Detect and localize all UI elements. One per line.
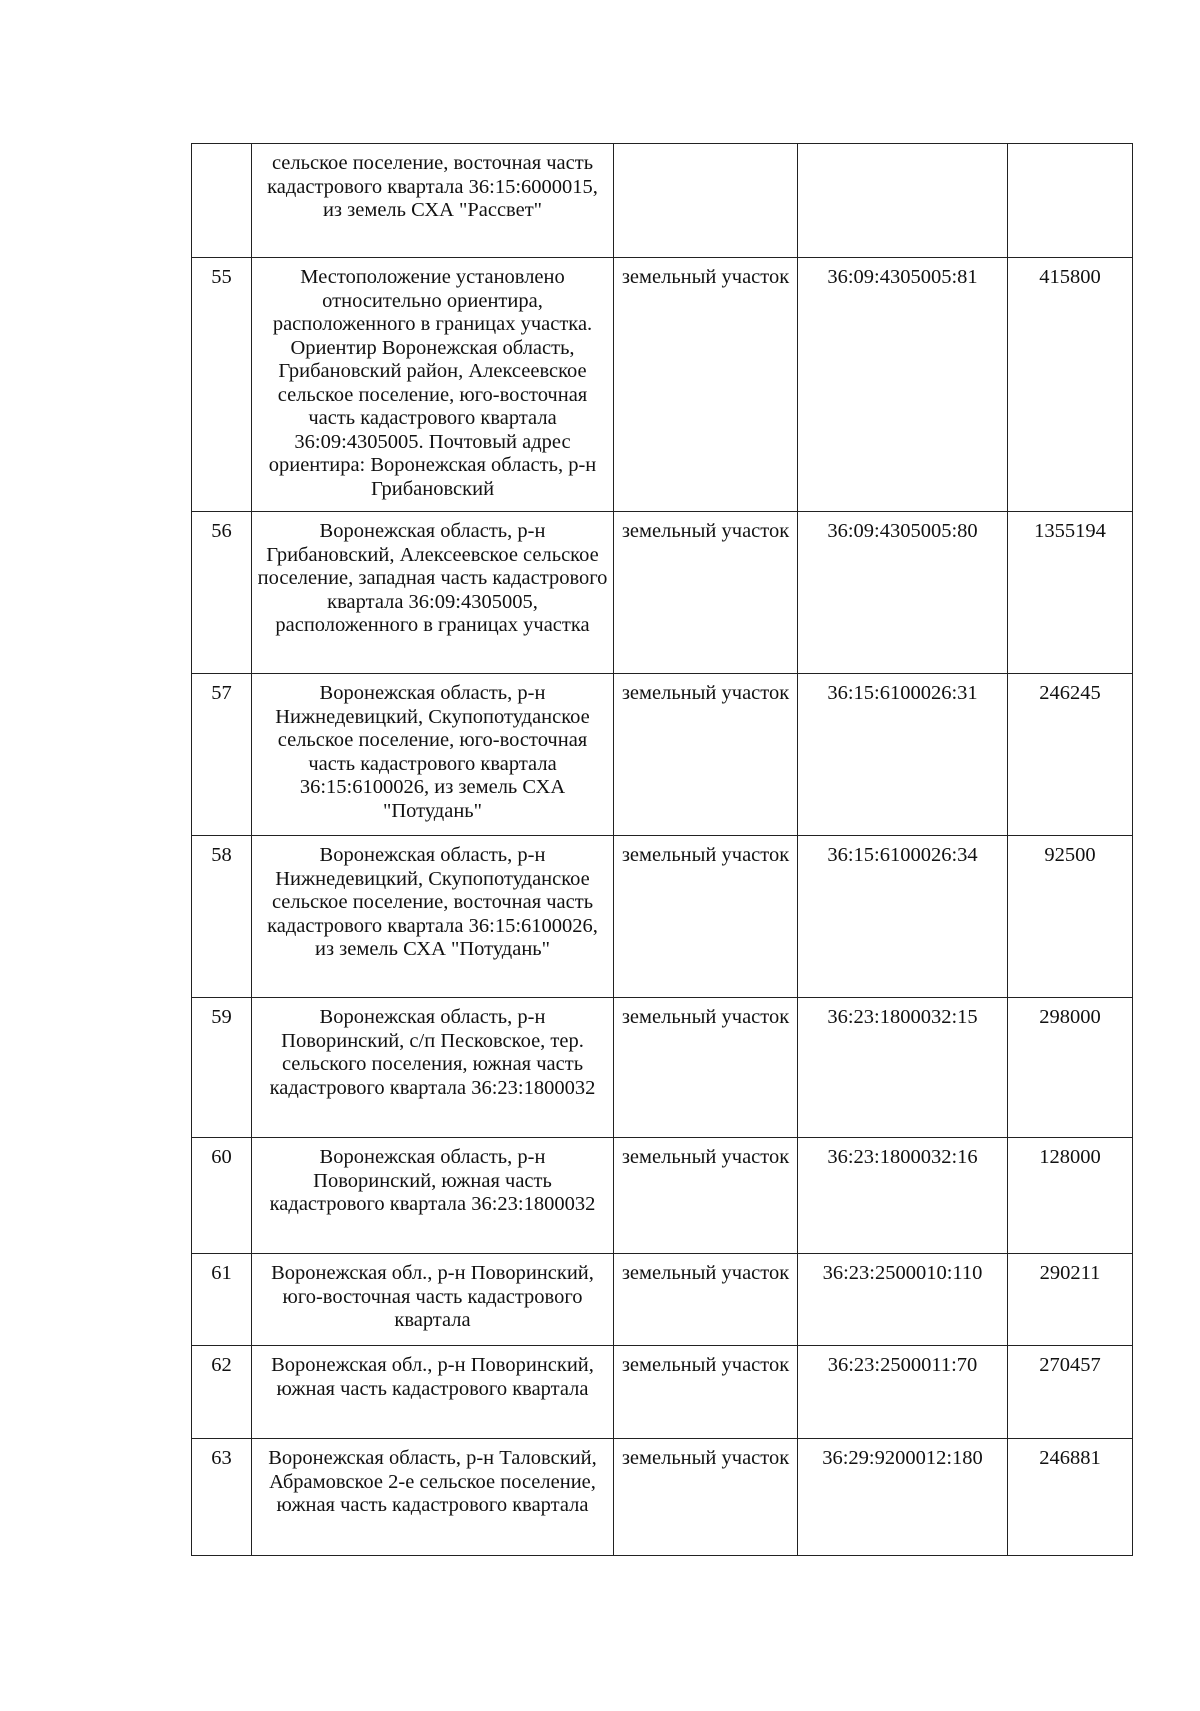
address-cell: Воронежская область, р-н Грибановский, Алексеевское сельское поселение, западная часть кадастрового квартала 36:09:4305005, расположенного в границах участка xyxy=(252,512,614,674)
object-type-cell: земельный участок xyxy=(614,998,798,1138)
cadastral-number-cell: 36:23:2500010:110 xyxy=(798,1254,1008,1346)
row-number: 56 xyxy=(192,512,252,674)
land-plots-table xyxy=(191,143,1133,1556)
table-row xyxy=(192,258,1133,512)
cadastral-number-cell: 36:15:6100026:31 xyxy=(798,674,1008,836)
row-number: 59 xyxy=(192,998,252,1138)
address-cell: сельское поселение, восточная часть кадастрового квартала 36:15:6000015, из земель СХА "Рассвет" xyxy=(252,144,614,258)
row-number: 55 xyxy=(192,258,252,512)
table-row xyxy=(192,1439,1133,1556)
cadastral-number-cell xyxy=(798,144,1008,258)
row-number: 62 xyxy=(192,1346,252,1439)
address-cell: Воронежская обл., р-н Поворинский, юго-восточная часть кадастрового квартала xyxy=(252,1254,614,1346)
table-row xyxy=(192,1254,1133,1346)
cadastral-number-cell: 36:09:4305005:81 xyxy=(798,258,1008,512)
area-cell: 92500 xyxy=(1008,836,1133,998)
address-cell: Воронежская область, р-н Поворинский, с/п Песковское, тер. сельского поселения, южная часть кадастрового квартала 36:23:1800032 xyxy=(252,998,614,1138)
row-number: 63 xyxy=(192,1439,252,1556)
cadastral-number-cell: 36:23:1800032:15 xyxy=(798,998,1008,1138)
address-cell: Воронежская область, р-н Таловский, Абрамовское 2-е сельское поселение, южная часть кадастрового квартала xyxy=(252,1439,614,1556)
area-cell: 298000 xyxy=(1008,998,1133,1138)
object-type-cell: земельный участок xyxy=(614,258,798,512)
address-cell: Воронежская область, р-н Нижнедевицкий, Скупопотуданское сельское поселение, юго-восточная часть кадастрового квартала 36:15:6100026, из земель СХА "Потудань" xyxy=(252,674,614,836)
area-cell: 290211 xyxy=(1008,1254,1133,1346)
address-cell: Воронежская обл., р-н Поворинский, южная часть кадастрового квартала xyxy=(252,1346,614,1439)
row-number: 60 xyxy=(192,1138,252,1254)
area-cell: 128000 xyxy=(1008,1138,1133,1254)
object-type-cell: земельный участок xyxy=(614,512,798,674)
table-row xyxy=(192,836,1133,998)
table-body xyxy=(192,144,1133,1556)
area-cell: 246881 xyxy=(1008,1439,1133,1556)
cadastral-number-cell: 36:09:4305005:80 xyxy=(798,512,1008,674)
area-cell: 415800 xyxy=(1008,258,1133,512)
cadastral-number-cell: 36:29:9200012:180 xyxy=(798,1439,1008,1556)
object-type-cell: земельный участок xyxy=(614,1439,798,1556)
area-cell: 270457 xyxy=(1008,1346,1133,1439)
area-cell xyxy=(1008,144,1133,258)
table-row xyxy=(192,998,1133,1138)
cadastral-number-cell: 36:23:1800032:16 xyxy=(798,1138,1008,1254)
table-row xyxy=(192,144,1133,258)
area-cell: 246245 xyxy=(1008,674,1133,836)
object-type-cell: земельный участок xyxy=(614,1138,798,1254)
table-row xyxy=(192,674,1133,836)
address-cell: Воронежская область, р-н Поворинский, южная часть кадастрового квартала 36:23:1800032 xyxy=(252,1138,614,1254)
table-row xyxy=(192,1346,1133,1439)
table-row xyxy=(192,1138,1133,1254)
object-type-cell: земельный участок xyxy=(614,1346,798,1439)
cadastral-number-cell: 36:23:2500011:70 xyxy=(798,1346,1008,1439)
object-type-cell: земельный участок xyxy=(614,674,798,836)
cadastral-number-cell: 36:15:6100026:34 xyxy=(798,836,1008,998)
object-type-cell: земельный участок xyxy=(614,1254,798,1346)
row-number xyxy=(192,144,252,258)
object-type-cell: земельный участок xyxy=(614,836,798,998)
row-number: 57 xyxy=(192,674,252,836)
object-type-cell xyxy=(614,144,798,258)
area-cell: 1355194 xyxy=(1008,512,1133,674)
row-number: 61 xyxy=(192,1254,252,1346)
row-number: 58 xyxy=(192,836,252,998)
table-row xyxy=(192,512,1133,674)
address-cell: Воронежская область, р-н Нижнедевицкий, Скупопотуданское сельское поселение, восточная часть кадастрового квартала 36:15:6100026, из земель СХА "Потудань" xyxy=(252,836,614,998)
address-cell: Местоположение установлено относительно ориентира, расположенного в границах участка. Ориентир Воронежская область, Грибановский район, Алексеевское сельское поселение, юго-восточная часть кадастрового квартала 36:09:4305005. Почтовый адрес ориентира: Воронежская область, р-н Грибановский xyxy=(252,258,614,512)
